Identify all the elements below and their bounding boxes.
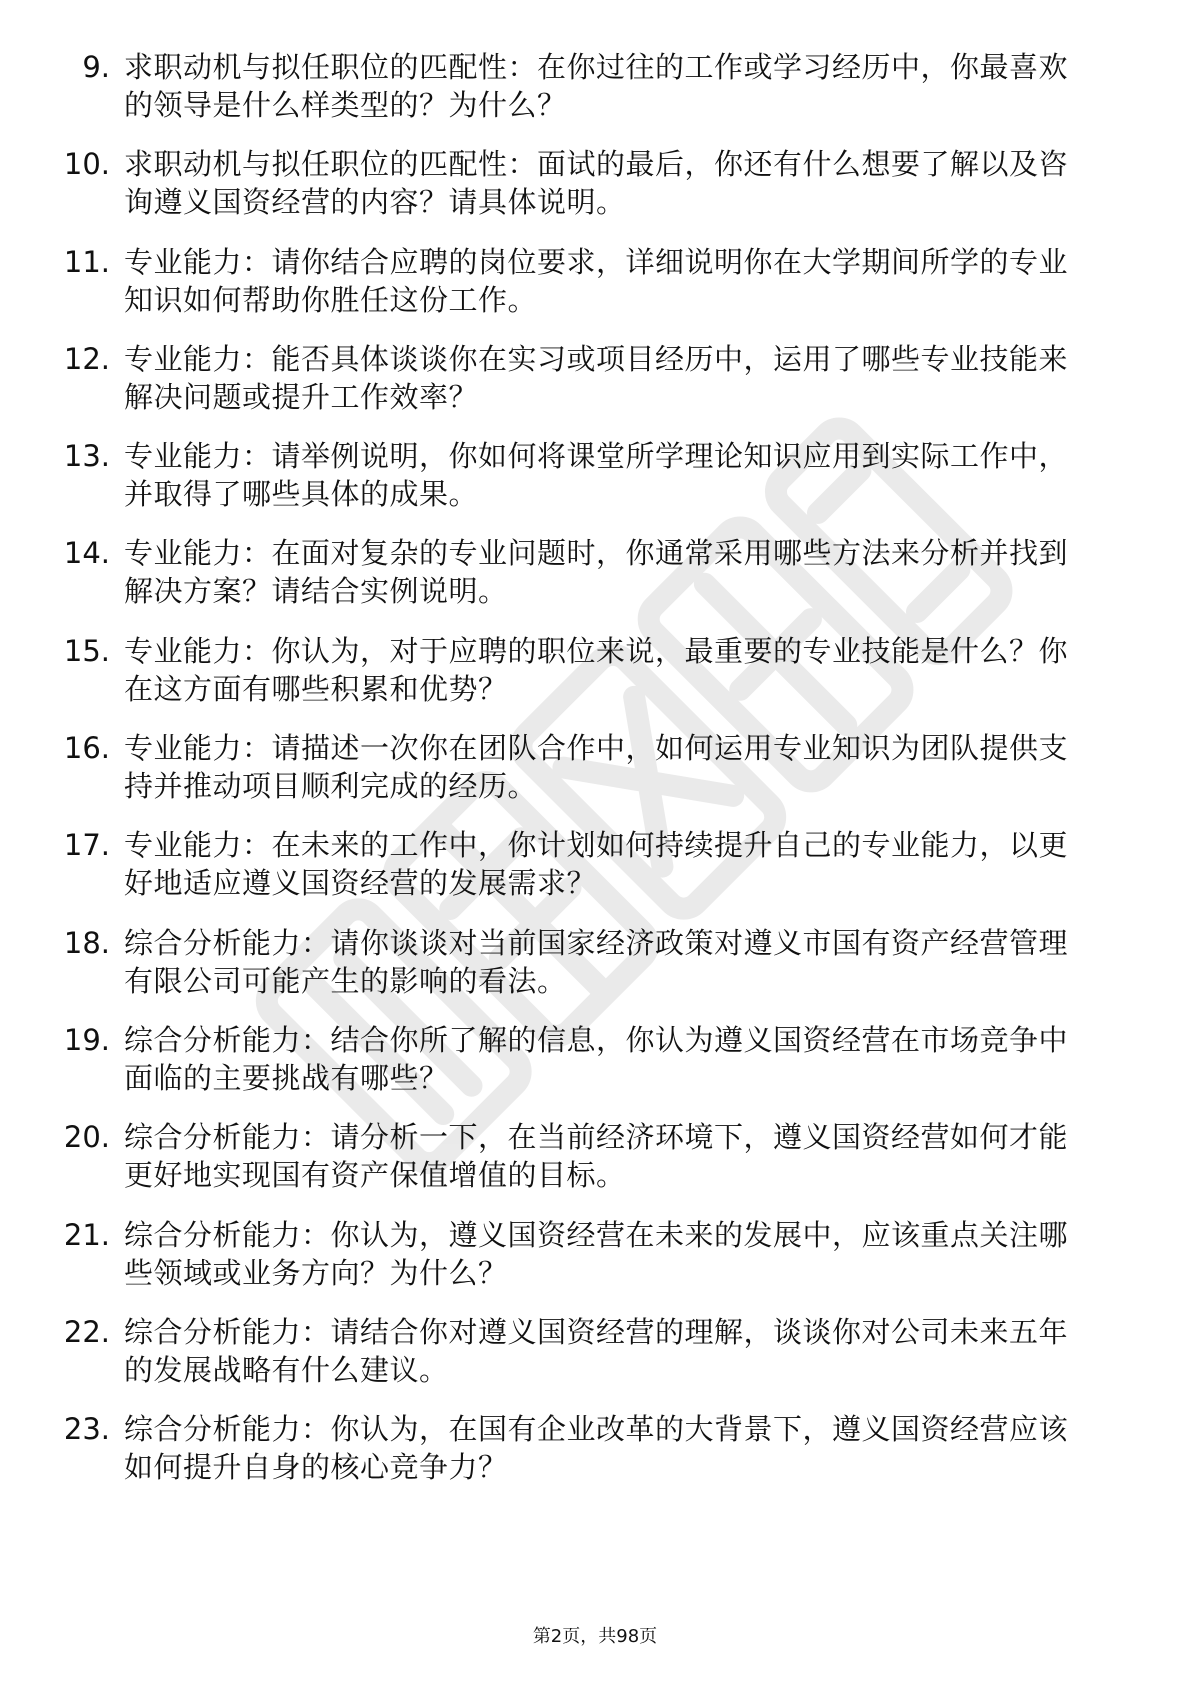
page-footer: 第2页，共98页 <box>532 1626 658 1647</box>
question-item <box>60 729 1100 826</box>
question-number: 18. <box>63 925 110 960</box>
question-text: 综合分析能力：请结合你对遵义国资经营的理解，谈谈你对公司未来五年的发展战略有什么建议。 <box>124 1314 1069 1387</box>
question-item <box>60 534 1100 631</box>
question-text: 专业能力：能否具体谈谈你在实习或项目经历中，运用了哪些专业技能来解决问题或提升工作效率？ <box>124 341 1069 414</box>
question-number: 17. <box>63 828 110 863</box>
question-number: 15. <box>63 633 110 668</box>
question-number: 22. <box>63 1314 110 1349</box>
question-list <box>60 48 1100 1507</box>
question-item <box>60 1021 1100 1118</box>
question-item <box>60 1216 1100 1313</box>
question-text: 专业能力：请描述一次你在团队合作中，如何运用专业知识为团队提供支持并推动项目顺利完成的经历。 <box>124 731 1069 804</box>
question-text: 综合分析能力：请你谈谈对当前国家经济政策对遵义市国有资产经营管理有限公司可能产生的影响的看法。 <box>124 925 1069 998</box>
question-number: 21. <box>63 1217 110 1252</box>
question-text: 求职动机与拟任职位的匹配性：在你过往的工作或学习经历中，你最喜欢的领导是什么样类型的？为什么？ <box>124 50 1069 122</box>
question-text: 专业能力：在面对复杂的专业问题时，你通常采用哪些方法来分析并找到解决方案？请结合实例说明。 <box>124 536 1069 609</box>
question-text: 专业能力：请你结合应聘的岗位要求，详细说明你在大学期间所学的专业知识如何帮助你胜任这份工作。 <box>124 244 1069 317</box>
question-item <box>60 826 1100 923</box>
question-number: 10. <box>63 147 110 182</box>
question-text: 求职动机与拟任职位的匹配性：面试的最后，你还有什么想要了解以及咨询遵义国资经营的内容？请具体说明。 <box>124 147 1069 220</box>
question-number: 16. <box>63 731 110 766</box>
question-item <box>60 924 1100 1021</box>
question-item <box>60 437 1100 534</box>
question-item <box>60 340 1100 437</box>
question-item <box>60 632 1100 729</box>
question-number: 12. <box>63 341 110 376</box>
question-text: 专业能力：你认为，对于应聘的职位来说，最重要的专业技能是什么？你在这方面有哪些积累和优势？ <box>124 633 1069 706</box>
question-number: 9. <box>82 50 110 84</box>
question-text: 综合分析能力：你认为，遵义国资经营在未来的发展中，应该重点关注哪些领域或业务方向？为什么？ <box>124 1217 1069 1290</box>
question-item <box>60 145 1100 242</box>
question-text: 综合分析能力：请分析一下，在当前经济环境下，遵义国资经营如何才能更好地实现国有资产保值增值的目标。 <box>124 1120 1069 1193</box>
question-number: 20. <box>63 1120 110 1155</box>
question-item <box>60 1313 1100 1410</box>
question-number: 23. <box>63 1412 110 1447</box>
question-number: 14. <box>63 536 110 571</box>
question-text: 综合分析能力：结合你所了解的信息，你认为遵义国资经营在市场竞争中面临的主要挑战有哪些？ <box>124 1022 1069 1095</box>
question-number: 11. <box>63 244 110 279</box>
question-item <box>60 1410 1100 1507</box>
question-item <box>60 48 1100 145</box>
question-item <box>60 243 1100 340</box>
question-text: 综合分析能力：你认为，在国有企业改革的大背景下，遵义国资经营应该如何提升自身的核心竞争力？ <box>124 1412 1069 1485</box>
question-text: 专业能力：请举例说明，你如何将课堂所学理论知识应用到实际工作中，并取得了哪些具体的成果。 <box>124 439 1069 512</box>
question-text: 专业能力：在未来的工作中，你计划如何持续提升自己的专业能力，以更好地适应遵义国资经营的发展需求？ <box>124 828 1069 901</box>
question-number: 19. <box>63 1022 110 1057</box>
question-item <box>60 1118 1100 1215</box>
question-number: 13. <box>63 439 110 474</box>
